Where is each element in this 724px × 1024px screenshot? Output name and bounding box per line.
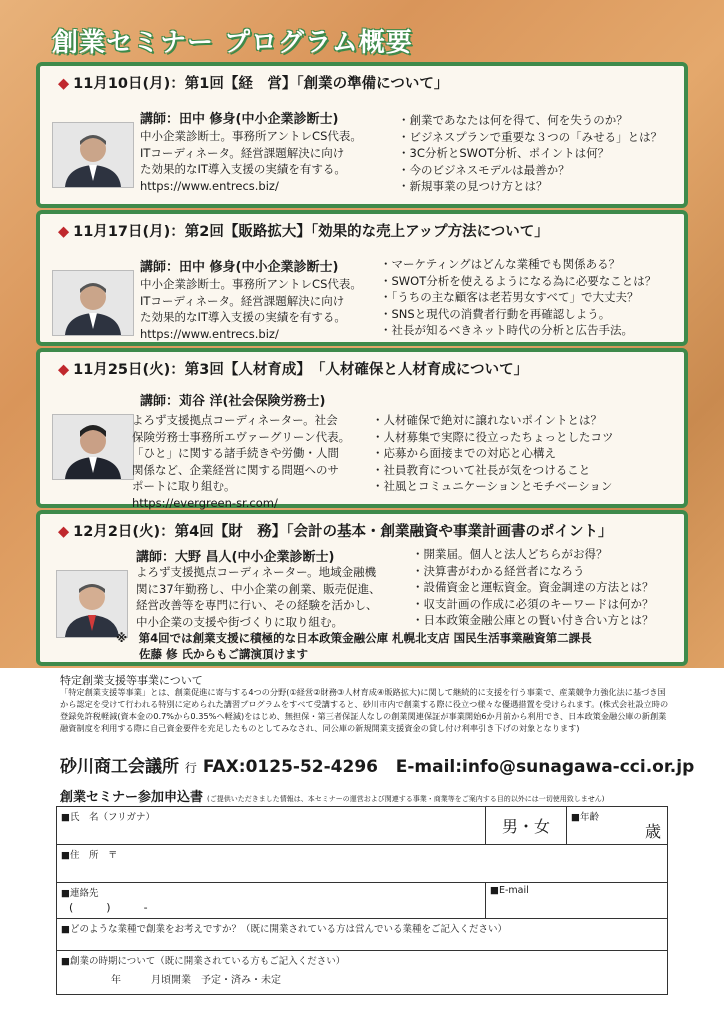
topic-list <box>380 256 656 339</box>
lecturer-bio: 中小企業診断士。事務所アントレCS代表。 ITコーディネータ。経営課題解決に向け た効果的なIT導入支援の実績を有する。 https://www.entrecs.biz/ <box>140 277 362 341</box>
lecturer-name: 講師：苅谷 洋(社会保険労務士) <box>140 394 326 409</box>
name-field[interactable] <box>57 807 486 845</box>
lecturer-portrait-icon <box>52 270 134 336</box>
diamond-bullet-icon: ◆ <box>58 224 70 240</box>
topic-item: ・収支計画の作成に必須のキーワードは何か？ <box>412 596 654 611</box>
topic-item: ・「うちの主な顧客は老若男女すべて」で大丈夫？ <box>380 290 639 304</box>
topic-item: ・設備資金と運転資金。資金調達の方法とは？ <box>412 580 654 594</box>
diamond-bullet-icon: ◆ <box>58 524 70 540</box>
application-form-title: 創業セミナー参加申込書 (ご提供いただきました情報は、本セミナーの運営および関連する事業・商業等をご案内する目的以外には一切使用致しません) <box>60 790 605 805</box>
gender-options: 男・女 <box>501 817 550 836</box>
session-heading: ◆ 12月2日(火)：第4回【財 務】「会計の基本・創業融資や事業計画書のポイント」 <box>58 524 613 540</box>
topic-item: ・人材確保で絶対に譲れないポイントとは？ <box>372 413 602 427</box>
topic-item: ・社員教育について社長が気をつけること <box>372 462 591 477</box>
gender-field[interactable] <box>486 807 567 845</box>
session-heading: ◆ 11月17日(月)：第2回【販路拡大】「効果的な売上アップ方法について」 <box>58 224 549 240</box>
topic-item: ・決算書がわかる経営者になろう <box>412 563 585 578</box>
privacy-note: (ご提供いただきました情報は、本セミナーの運営および関連する事業・商業等をご案内する目的以外には一切使用致しません) <box>207 795 605 803</box>
age-field[interactable] <box>567 807 668 845</box>
session-card-2 <box>36 210 688 346</box>
topic-item: ・新規事業の見つけ方とは？ <box>398 179 548 193</box>
age-unit: 歳 <box>644 822 661 841</box>
lecturer-portrait-icon <box>52 414 134 480</box>
topic-item: ・ビジネスプランで重要な３つの「みせる」とは？ <box>398 129 663 144</box>
lecturer-bio: よろず支援拠点コーディネーター。地域金融機 関に37年勤務し、中小企業の創業、販売促進、 経営改善等を専門に行い、その経験を活かし、 中小企業の支援や街づくりに取り組む。 <box>136 565 381 629</box>
fax-number: FAX:0125-52-4296 <box>202 757 378 777</box>
phone-placeholder: ( ) - <box>69 901 148 914</box>
timing-options: 年 月頃開業 予定・済み・未定 <box>111 975 281 986</box>
timing-field[interactable] <box>57 951 668 995</box>
email-address[interactable]: E-mail:info@sunagawa-cci.or.jp <box>395 757 695 777</box>
lecturer-bio: 中小企業診断士。事務所アントレCS代表。 ITコーディネータ。経営課題解決に向け た効果的なIT導入支援の実績を有する。 https://www.entrecs.biz/ <box>140 129 362 193</box>
topic-list <box>398 112 662 195</box>
session-heading: ◆ 11月25日(火)：第3回【人材育成】 「人材確保と人材育成について」 <box>58 362 529 378</box>
guest-speaker-note: ※ 第4回では創業支援に積極的な日本政策金融公庫 札幌北支店 国民生活事業融資第二課長 佐藤 修 氏からもご講演頂けます <box>116 631 592 661</box>
email-label: ■E-mail <box>490 885 529 896</box>
session-card-1 <box>36 62 688 208</box>
topic-item: ・応募から面接までの対応と心構え <box>372 446 556 460</box>
session-card-3 <box>36 348 688 508</box>
topic-list <box>412 546 654 629</box>
topic-item: ・社風とコミュニケーションとモチベーション <box>372 479 613 493</box>
diamond-bullet-icon: ◆ <box>58 362 70 378</box>
application-form <box>56 806 668 995</box>
lecturer-bio: よろず支援拠点コーディネーター。社会 保険労務士事務所エヴァーグリーン代表。 「ひと」に関する諸手続きや労働・人間 関係など、企業経営に関する問題へのサ ポートに取り組む。 https://evergreen-sr.com/ <box>132 413 351 510</box>
business-type-field[interactable] <box>57 919 668 951</box>
address-label: ■住 所 〒 <box>61 850 118 861</box>
session-heading: ◆ 11月10日(月)：第1回【経 営】「創業の準備について」 <box>58 76 449 92</box>
session-card-4 <box>36 510 688 666</box>
timing-label: ■創業の時期について（既に開業されている方もご記入ください） <box>61 956 346 967</box>
phone-label: ■連絡先 <box>61 888 99 899</box>
lecturer-portrait-icon <box>52 122 134 188</box>
lecturer-name: 講師：大野 昌人(中小企業診断士) <box>136 550 335 565</box>
lecturer-name: 講師：田中 修身(中小企業診断士) <box>140 112 339 127</box>
organization-name: 砂川商工会議所 <box>60 757 179 777</box>
topic-item: ・開業届。個人と法人どちらがお得？ <box>412 547 608 561</box>
age-label: ■年齢 <box>571 812 599 823</box>
business-type-label: ■どのような業種で創業をお考えですか？（既に開業されている方は営んでいる業種をご記入ください） <box>61 924 507 935</box>
lecturer-name: 講師：田中 修身(中小企業診断士) <box>140 260 339 275</box>
addressee-suffix: 行 <box>184 761 197 775</box>
phone-field[interactable] <box>57 883 486 919</box>
support-program-title: 特定創業支援等事業について <box>60 674 203 687</box>
topic-item: ・今のビジネスモデルは最善か？ <box>398 162 570 177</box>
topic-item: ・マーケティングはどんな業種でも関係ある？ <box>380 257 621 271</box>
topic-item: ・人材募集で実際に役立ったちょっとしたコツ <box>372 429 614 444</box>
diamond-bullet-icon: ◆ <box>58 76 70 92</box>
topic-item: ・SNSと現代の消費者行動を再確認しよう。 <box>380 306 611 321</box>
topic-item: ・日本政策金融公庫との賢い付き合い方とは？ <box>412 613 654 627</box>
lecturer-portrait-icon <box>56 570 128 638</box>
contact-line <box>60 752 694 777</box>
topic-item: ・創業であなたは何を得て、何を失うのか？ <box>398 113 628 127</box>
address-field[interactable] <box>57 845 668 883</box>
support-program-body: 「特定創業支援等事業」とは、創業促進に寄与する4つの分野(①経営②財務③人材育成④販路拡大)に関して継続的に支援を行う事業で、産業競争力強化法に基づき国から認定を受けて行われる特別に定められた講習プログラムをすべて受講すると、砂川市内で創業する際に役立つ様々な優遇措置を受けられます。(株式会社設立時の登録免許税軽減(資本金の0.7%から0.35%へ軽減)をはじめ、無担保・第三者保証人なしの創業関連保証が事業開始6か月前から利用でき、日本政策金融公庫の新創業融資制度を利用する際に自己資金要件を充足したものとしてみなされ、同公庫の新規開業支援資金の貸し付け利率引き下げの対象となります) <box>60 687 669 733</box>
topic-item: ・3C分析とSWOT分析、ポイントは何？ <box>398 146 610 160</box>
page-title: 創業セミナー プログラム概要 <box>52 28 413 58</box>
topic-item: ・SWOT分析を使えるようになる為に必要なことは？ <box>380 273 657 288</box>
topic-list <box>372 412 614 495</box>
topic-item: ・社長が知るべきネット時代の分析と広告手法。 <box>380 323 633 337</box>
email-field[interactable] <box>486 883 668 919</box>
name-label: ■氏 名（フリガナ） <box>61 812 156 823</box>
